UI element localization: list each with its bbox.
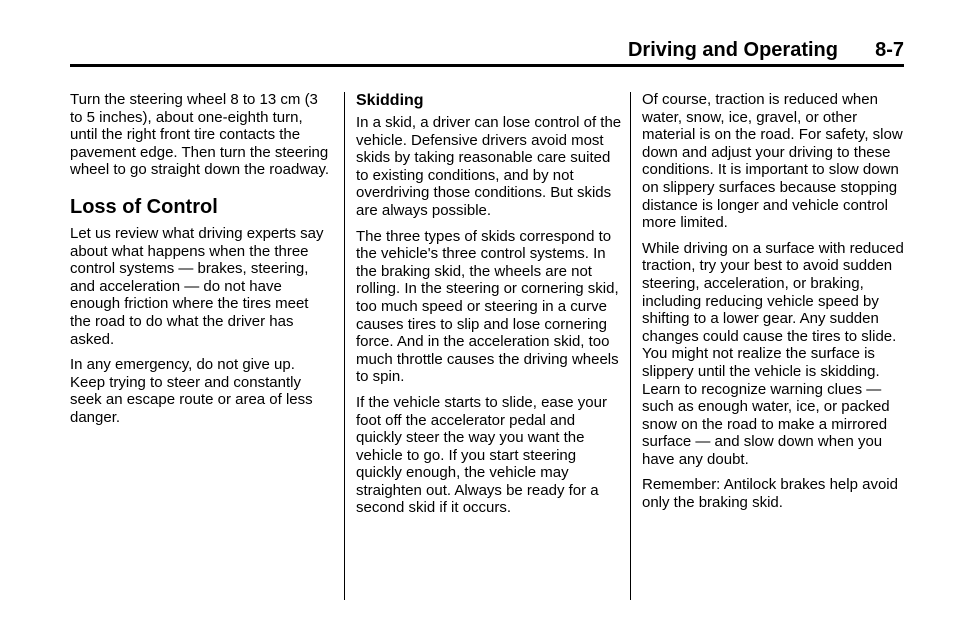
column-3 [642,91,908,520]
page-header [70,36,904,64]
page-number: 8-7 [875,39,904,61]
paragraph-antilock: Remember: Antilock brakes help avoid only the braking skid. [642,476,898,512]
section-heading-loss-of-control: Loss of Control [70,195,218,218]
header-rule [70,64,904,67]
column-divider [630,92,631,600]
paragraph-control-systems: Let us review what driving experts say about what happens when the three control systems — brakes, steering, and acceleration — do not have enough friction where the tires meet the road to do what the driver has asked. [70,224,324,348]
paragraph-traction: Of course, traction is reduced when water, snow, ice, gravel, or other material is on the road. For safety, slow down and adjust your driving to these conditions. It is important to slow down on slippery surfaces because stopping distance is longer and vehicle control more limited. [642,91,903,232]
paragraph-skid-intro: In a skid, a driver can lose control of the vehicle. Defensive drivers avoid most skids by taking reasonable care suited to existing conditions, and by not overdriving those conditions. But skids are always possible. [356,114,622,219]
paragraph-skid-types: The three types of skids correspond to the vehicle's three control systems. In the braking skid, the wheels are not rolling. In the steering or cornering skid, too much speed or steering in a curve causes tires to slip and lose cornering force. And in the acceleration skid, too much throttle causes the driving wheels to spin. [356,227,619,386]
paragraph-skid-recovery: If the vehicle starts to slide, ease your foot off the accelerator pedal and quickly steer the way you want the vehicle to go. If you start steering quickly enough, the vehicle may straighten out. Always be ready for a second skid if it occurs. [356,393,607,517]
column-divider [344,92,345,600]
paragraph-emergency: In any emergency, do not give up. Keep trying to steer and constantly seek an escape route or area of less danger. [70,356,313,426]
column-1 [70,91,332,435]
chapter-title: Driving and Operating [627,39,838,61]
paragraph-steering-recovery: Turn the steering wheel 8 to 13 cm (3 to 5 inches), about one-eighth turn, until the right front tire contacts the pavement edge. Then turn the steering wheel to go straight down the roadway. [70,91,330,179]
paragraph-reduced-traction: While driving on a surface with reduced traction, try your best to avoid sudden steering, acceleration, or braking, including reducing vehicle speed by shifting to a lower gear. Any sudden changes could cause the tires to slide. You might not realize the surface is slippery until the vehicle is skidding. Learn to recognize warning clues — such as enough water, ice, or packed snow on the road to make a mirrored surface — and slow down when you have any doubt. [642,239,904,468]
column-2 [356,91,622,525]
subheading-skidding: Skidding [356,92,424,109]
